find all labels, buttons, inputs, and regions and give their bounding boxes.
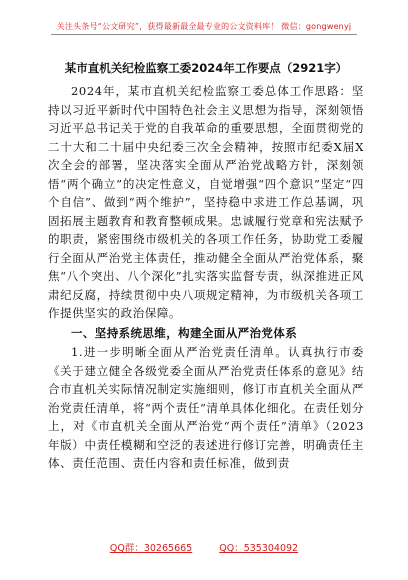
item-paragraph: 1.进一步明晰全面从严治党责任清单。认真执行市委《关于建立健全各级党委全面从严治党责任体系的意见》结合市直机关实际情况制定实施细则，修订市直机关全面从严治党责任清单，将“两个责任”清单具体化细化。在责任划分上，对《市直机关全面从严治党“两个责任”清单》（2023年版）中责任模糊和空泛的表述进行修订完善，明确责任主体、责任范围、责任内容和责任标准，做到责 [48, 345, 364, 470]
overview-text: 某市直机关纪检监察工委总体工作思路：坚持以习近平新时代中国特色社会主义思想为指导，深刻领悟习近平总书记关于党的自我革命的重要思想，全面贯彻党的二十大和二十届中央纪委三次全会精神，按照市纪委X届X次全会的部署，坚决落实全面从严治党战略方针，深刻领悟“两个确立”的决定性意义，自觉增强“四个意识”坚定“四个自信”、做到“两个维护”，坚持稳中求进工作总基调，巩固拓展主题教育和教育整顿成果。忠诚履行党章和宪法赋予的职责，紧密围绕市级机关的各项工作任务，协助党工委履行全面从严治党主体责任，推动健全全面从严治党体系，聚焦“八个突出、八个深化”扎实落实监督专责，纵深推进正风肃纪反腐，持续贯彻中央八项规定精神，为市级机关各项工作提供坚实的政治保障。 [48, 84, 364, 320]
footer-qq-group: QQ群：30265665 [109, 543, 193, 554]
footer-qq: QQ：535304092 [219, 543, 299, 554]
section-heading: 一、坚持系统思维，构建全面从严治党体系 [71, 325, 298, 340]
header-promo-text: 关注头条号“公文研究”，获得最新最全最专业的公文资料库！ 微信：gongwenyj [51, 21, 358, 35]
overview-paragraph [48, 82, 364, 323]
page-footer [0, 540, 408, 554]
document-title: 某市直机关纪检监察工委2024年工作要点（2921字） [64, 61, 348, 75]
page-header [0, 14, 408, 35]
overview-prefix: 2024年， [71, 84, 128, 98]
document-body [48, 60, 364, 473]
